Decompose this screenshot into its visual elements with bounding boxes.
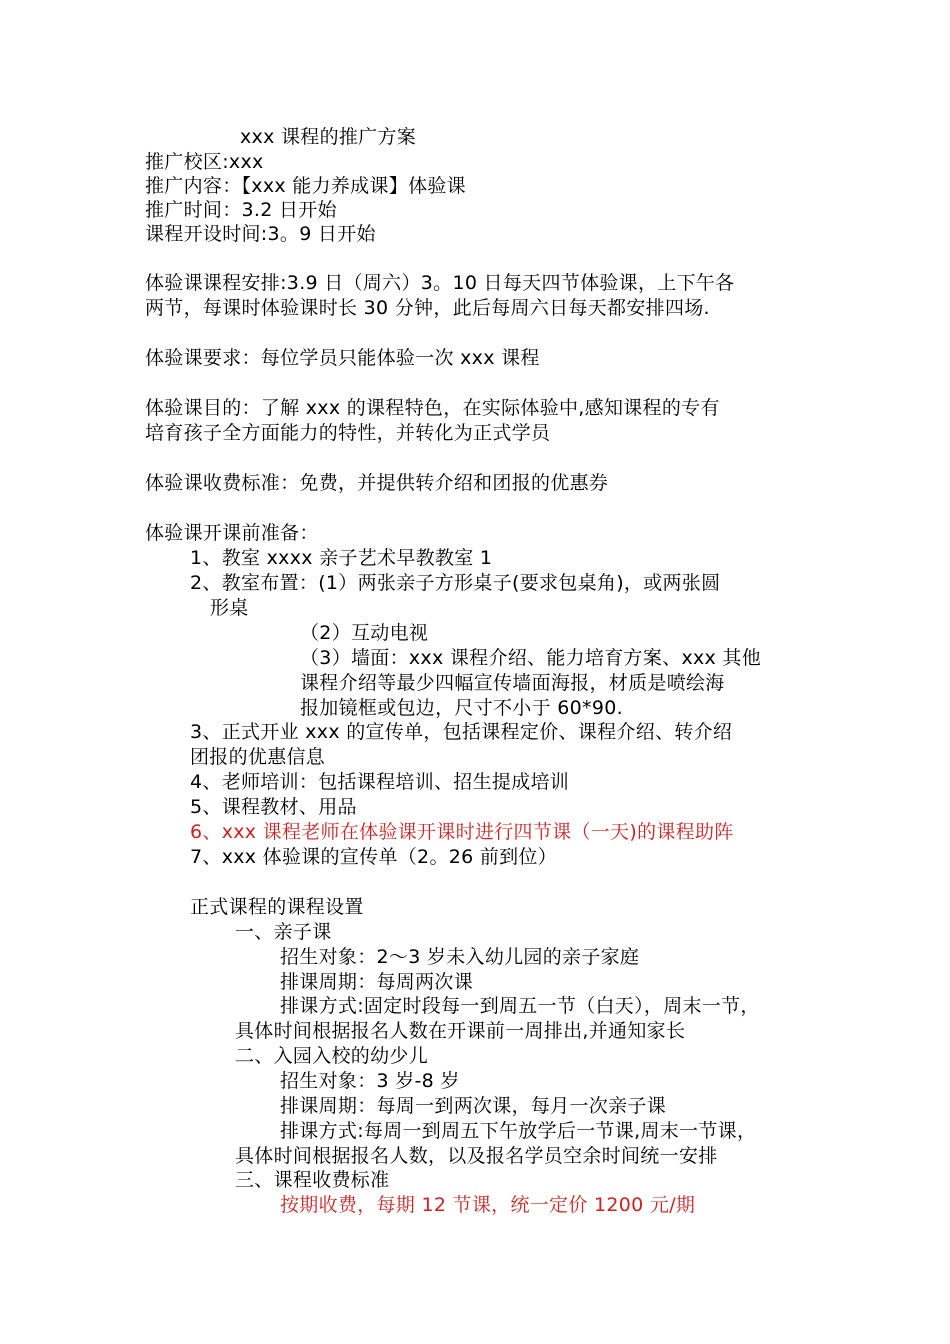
section-1-cycle: 排课周期：每周两次课 — [280, 971, 474, 993]
prep-item-2-sub-3-line-1: （3）墙面：xxx 课程介绍、能力培育方案、xxx 其他 — [300, 647, 762, 669]
content-line: 推广内容：【xxx 能力养成课】体验课 — [145, 175, 466, 197]
schedule-line-2: 两节，每课时体验课时长 30 分钟，此后每周六日每天都安排四场. — [145, 297, 710, 319]
purpose-line-2: 培育孩子全方面能力的特性，并转化为正式学员 — [145, 422, 551, 444]
fee-line: 体验课收费标准：免费，并提供转介绍和团报的优惠券 — [145, 472, 609, 494]
schedule-line-1: 体验课课程安排:3.9 日（周六）3。10 日每天四节体验课，上下午各 — [145, 272, 735, 294]
section-1-method-line-1: 排课方式:固定时段每一到周五一节（白天），周末一节， — [280, 995, 760, 1017]
course-start-line: 课程开设时间:3。9 日开始 — [145, 223, 376, 245]
section-3-title: 三、课程收费标准 — [235, 1169, 390, 1191]
section-2-cycle: 排课周期：每周一到两次课，每月一次亲子课 — [280, 1095, 667, 1117]
prep-item-6: 6、xxx 课程老师在体验课开课时进行四节课（一天)的课程助阵 — [190, 821, 734, 843]
section-2-title: 二、入园入校的幼少儿 — [235, 1045, 429, 1067]
prep-item-1: 1、教室 xxxx 亲子艺术早教教室 1 — [190, 547, 493, 569]
section-1-method-line-2: 具体时间根据报名人数在开课前一周排出,并通知家长 — [235, 1020, 686, 1042]
prep-item-2-line-1: 2、教室布置：(1）两张亲子方形桌子(要求包桌角)，或两张圆 — [190, 572, 721, 594]
promo-time-line: 推广时间：3.2 日开始 — [145, 199, 337, 221]
section-3-price: 按期收费，每期 12 节课，统一定价 1200 元/期 — [280, 1194, 696, 1216]
formal-heading: 正式课程的课程设置 — [190, 896, 364, 918]
prep-item-2-sub-2: （2）互动电视 — [300, 622, 429, 644]
prep-item-2-sub-3-line-3: 报加镜框或包边，尺寸不小于 60*90. — [300, 697, 623, 719]
section-1-title: 一、亲子课 — [235, 921, 332, 943]
section-1-target: 招生对象：2～3 岁未入幼儿园的亲子家庭 — [280, 946, 640, 968]
prep-item-5: 5、课程教材、用品 — [190, 796, 357, 818]
prep-item-4: 4、老师培训：包括课程培训、招生提成培训 — [190, 771, 570, 793]
requirement-line: 体验课要求：每位学员只能体验一次 xxx 课程 — [145, 347, 540, 369]
campus-line: 推广校区:xxx — [145, 151, 264, 173]
prep-item-2-sub-3-line-2: 课程介绍等最少四幅宣传墙面海报，材质是喷绘海 — [300, 672, 725, 694]
prep-heading: 体验课开课前准备： — [145, 522, 319, 544]
prep-item-2-line-2: 形桌 — [210, 597, 249, 619]
section-2-method-line-1: 排课方式:每周一到周五下午放学后一节课,周末一节课， — [280, 1120, 757, 1142]
section-2-method-line-2: 具体时间根据报名人数，以及报名学员空余时间统一安排 — [235, 1145, 718, 1167]
prep-item-3-line-2: 团报的优惠信息 — [190, 746, 326, 768]
document-title: xxx 课程的推广方案 — [240, 126, 417, 148]
prep-item-7: 7、xxx 体验课的宣传单（2。26 前到位） — [190, 846, 558, 868]
purpose-line-1: 体验课目的：了解 xxx 的课程特色，在实际体验中,感知课程的专有 — [145, 397, 720, 419]
section-2-target: 招生对象：3 岁-8 岁 — [280, 1070, 460, 1092]
prep-item-3-line-1: 3、正式开业 xxx 的宣传单，包括课程定价、课程介绍、转介绍 — [190, 721, 733, 743]
